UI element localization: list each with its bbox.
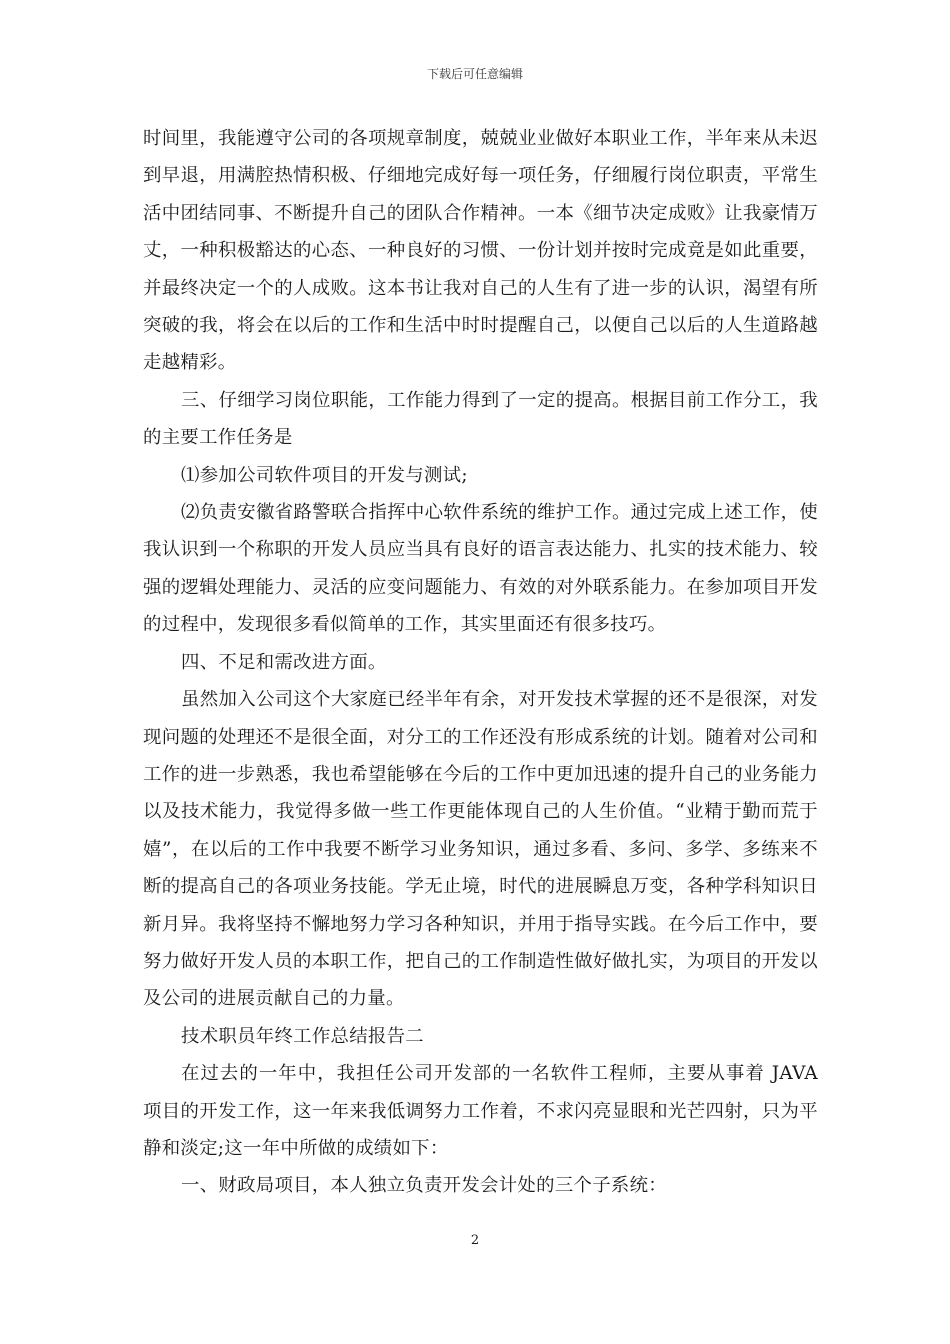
paragraph-2: 三、仔细学习岗位职能，工作能力得到了一定的提高。根据目前工作分工，我的主要工作任务是 (143, 389, 818, 449)
document-body (143, 120, 818, 1205)
paragraph-5: 四、不足和需改进方面。 (181, 651, 387, 673)
section-heading: 技术职员年终工作总结报告二 (181, 1025, 424, 1047)
paragraph-6: 虽然加入公司这个大家庭已经半年有余，对开发技术掌握的还不是很深，对发现问题的处理还不是很全面，对分工的工作还没有形成系统的计划。随着对公司和工作的进一步熟悉，我也希望能够在今后的工作中更加迅速的提升自己的业务能力以及技术能力，我觉得多做一些工作更能体现自己的人生价值。“业精于勤而荒于嬉”，在以后的工作中我要不断学习业务知识，通过多看、多问、多学、多练来不断的提高自己的各项业务技能。学无止境，时代的进展瞬息万变，各种学科知识日新月异。我将坚持不懈地努力学习各种知识，并用于指导实践。在今后工作中，要努力做好开发人员的本职工作，把自己的工作制造性做好做扎实，为项目的开发以及公司的进展贡献自己的力量。 (143, 689, 818, 1010)
page-number: 2 (470, 1233, 480, 1248)
paragraph-9: 一、财政局项目，本人独立负责开发会计处的三个子系统： (181, 1175, 667, 1197)
page-header: 下载后可任意编辑 (426, 67, 523, 81)
paragraph-1: 时间里，我能遵守公司的各项规章制度，兢兢业业做好本职业工作，半年来从未迟到早退，用满腔热情积极、仔细地完成好每一项任务，仔细履行岗位职责，平常生活中团结同事、不断提升自己的团队合作精神。一本《细节决定成败》让我豪情万丈，一种积极豁达的心态、一种良好的习惯、一份计划并按时完成竟是如此重要，并最终决定一个的人成败。这本书让我对自己的人生有了进一步的认识，渴望有所突破的我，将会在以后的工作和生活中时时提醒自己，以便自己以后的人生道路越走越精彩。 (143, 128, 818, 374)
paragraph-8: 在过去的一年中，我担任公司开发部的一名软件工程师，主要从事着 JAVA 项目的开发工作，这一年来我低调努力工作着，不求闪亮显眼和光芒四射，只为平静和淡定;这一年中所做的成绩如下： (143, 1063, 818, 1159)
paragraph-4: ⑵负责安徽省路警联合指挥中心软件系统的维护工作。通过完成上述工作，使我认识到一个称职的开发人员应当具有良好的语言表达能力、扎实的技术能力、较强的逻辑处理能力、灵活的应变问题能力、有效的对外联系能力。在参加项目开发的过程中，发现很多看似简单的工作，其实里面还有很多技巧。 (143, 502, 818, 636)
paragraph-3: ⑴参加公司软件项目的开发与测试; (181, 464, 468, 486)
